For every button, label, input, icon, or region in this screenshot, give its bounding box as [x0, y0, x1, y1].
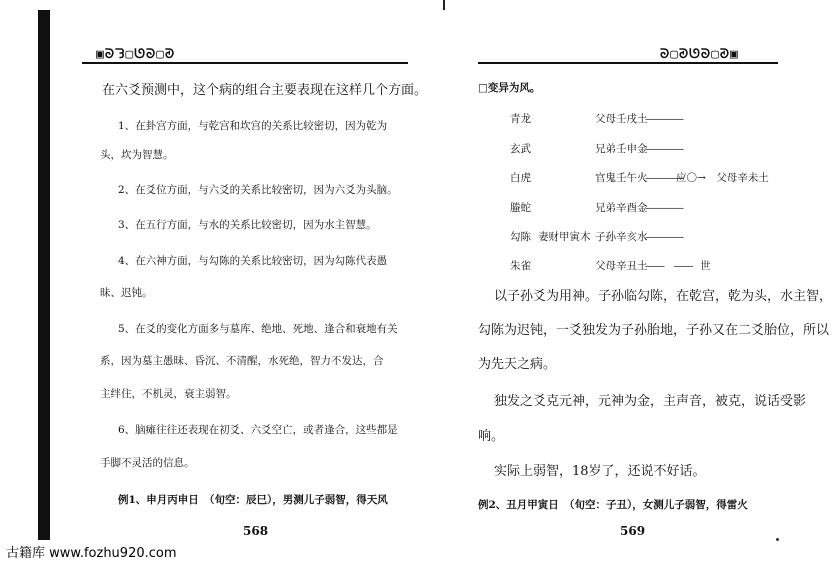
left-p5-line3: 主绊住，不机灵，衰主弱智。	[100, 388, 237, 400]
right-page-number: 569	[620, 524, 646, 538]
line-label: 官鬼壬午火	[595, 172, 648, 184]
six-god-label: 玄武	[510, 143, 531, 155]
left-p3: 3、在五行方面，与水的关系比较密切，因为水主智慧。	[118, 219, 377, 231]
left-example-heading: 例1、申月丙申日 （旬空：辰巳），男测儿子弱智，得天风	[118, 494, 388, 506]
six-god-label: 白虎	[510, 172, 531, 184]
yao-line: ————	[645, 202, 683, 214]
hidden-line-label: 妻财甲寅木	[538, 231, 591, 243]
line-label: 父母壬戌土	[595, 113, 648, 125]
page-spine-shadow	[38, 10, 50, 540]
changed-line: 应〇→ 父母辛未土	[676, 172, 769, 184]
scan-speck	[776, 538, 779, 541]
six-god-label: 螣蛇	[510, 202, 531, 214]
right-example-heading: 例2、丑月甲寅日 （旬空：子丑），女测儿子弱智，得雷火	[478, 499, 748, 511]
left-page-number: 568	[243, 524, 269, 538]
left-intro: 在六爻预测中，这个病的组合主要表现在这样几个方面。	[102, 83, 428, 98]
left-p5-line1: 5、在爻的变化方面多与墓库、绝地、死地、逢合和衰地有关	[118, 323, 398, 335]
yao-line: —— ——	[645, 260, 693, 272]
right-header-rule	[478, 62, 778, 64]
watermark: 古籍库 www.fozhu920.com	[6, 546, 177, 561]
left-p4-line1: 4、在六神方面，与勾陈的关系比较密切，因为勾陈代表愚	[118, 255, 388, 267]
yao-line: ————	[645, 231, 683, 243]
right-p2-line2: 响。	[478, 429, 505, 444]
yao-line: ————	[645, 172, 683, 184]
left-p6-line2: 手脚不灵活的信息。	[100, 457, 195, 469]
yao-line: ————	[645, 113, 683, 125]
line-label: 父母辛丑土	[595, 260, 648, 272]
left-p6-line1: 6、脑瘫往往还表现在初爻、六爻空亡，或者逢合，这些都是	[118, 424, 398, 436]
shi-marker: 世	[700, 260, 711, 272]
left-p1-line1: 1、在卦宫方面，与乾宫和坎宫的关系比较密切，因为乾为	[118, 120, 388, 132]
right-p3: 实际上弱智，18岁了，还说不好话。	[494, 464, 706, 479]
right-p1-line1: 以子孙爻为用神。子孙临勾陈，在乾宫，乾为头，水主智，	[494, 289, 832, 304]
page-crease-mark	[443, 0, 445, 10]
left-p1-line2: 头，坎为智慧。	[100, 149, 174, 161]
line-label: 兄弟辛酉金	[595, 202, 648, 214]
left-header-ornament: ▣ᘐᘊ▢ᘎᘐ▢ᘑ	[96, 47, 176, 62]
yao-line: ————	[645, 143, 683, 155]
left-p5-line2: 系，因为墓主愚昧、昏沉、不清醒，水死绝，智力不发达，合	[100, 355, 384, 367]
left-header-rule	[82, 62, 408, 64]
left-p4-line2: 昧、迟钝。	[100, 287, 153, 299]
six-god-label: 勾陈	[510, 231, 531, 243]
right-p1-line3: 为先天之病。	[478, 357, 557, 372]
right-p2-line1: 独发之爻克元神，元神为金，主声音，被克，说话受影	[494, 394, 807, 409]
right-p1-line2: 勾陈为迟钝，一爻独发为子孙胎地，子孙又在二爻胎位，所以	[478, 323, 830, 338]
six-god-label: 朱雀	[510, 260, 531, 272]
six-god-label: 青龙	[510, 113, 531, 125]
line-label: 子孙辛亥水	[595, 231, 648, 243]
line-label: 兄弟壬申金	[595, 143, 648, 155]
right-header-line: □变异为风。	[478, 82, 541, 94]
left-p2: 2、在爻位方面，与六爻的关系比较密切，因为六爻为头脑。	[118, 184, 398, 196]
right-header-ornament: ᘐ▢ᘑᘎᘐ▢ᘑ▣	[660, 47, 739, 62]
